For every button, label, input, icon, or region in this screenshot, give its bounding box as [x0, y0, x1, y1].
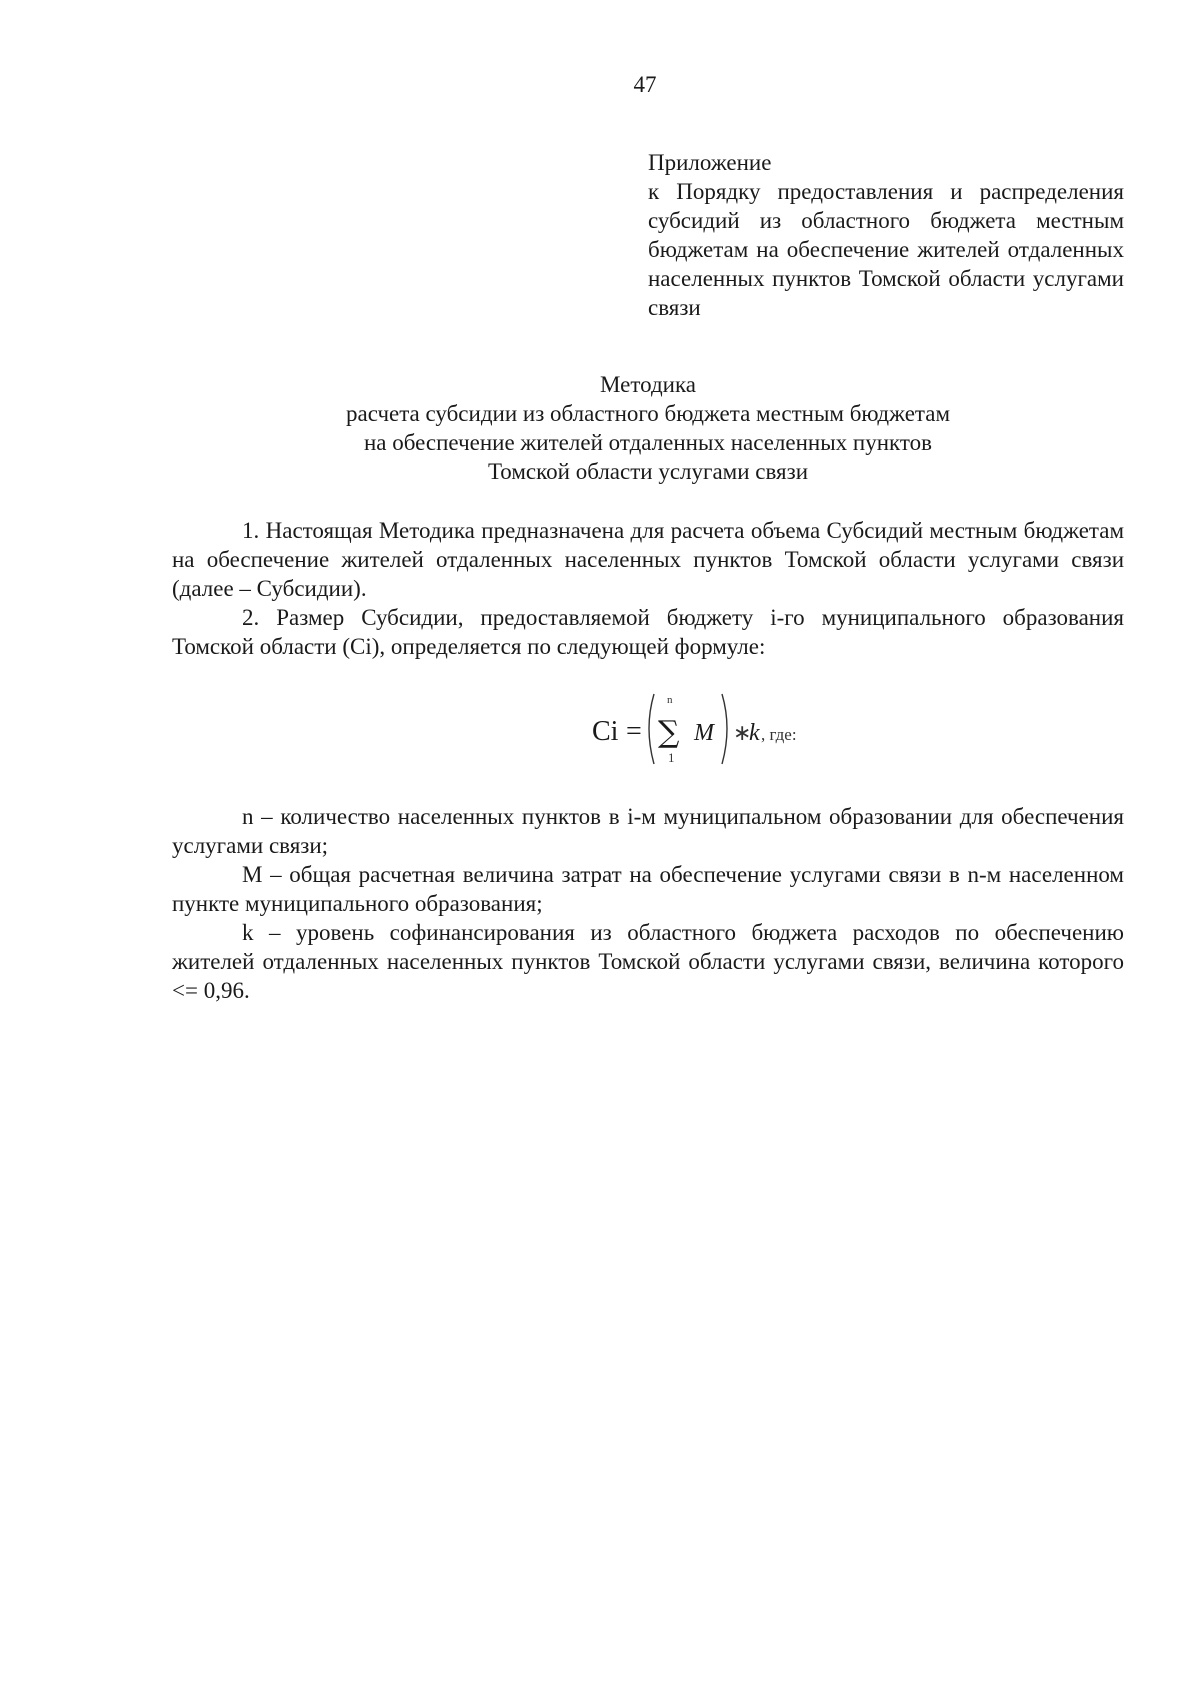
appendix-text: к Порядку предоставления и распределения субсидий из областного бюджета местным бюджетам на обеспечение жителей отдаленных населенных пунктов Томской области услугами связи — [648, 179, 1124, 320]
body-section-definitions — [172, 802, 1124, 1005]
left-paren — [649, 694, 654, 764]
page-number: 47 — [633, 72, 657, 97]
sum-upper-limit: n — [667, 694, 673, 706]
appendix-title: Приложение — [648, 150, 772, 175]
formula-svg — [592, 690, 892, 770]
formula-equals: = — [626, 716, 642, 747]
appendix-block — [648, 148, 1124, 322]
formula-suffix: , где: — [761, 725, 797, 744]
definition-m: M – общая расчетная величина затрат на обеспечение услугами связи в n-м населенном пункте муниципального образования; — [172, 862, 1124, 916]
multiply-icon: ∗ — [733, 720, 752, 745]
formula-lhs: Ci — [592, 716, 619, 747]
formula — [592, 690, 892, 770]
methodology-subtitle-line: на обеспечение жителей отдаленных населенных пунктов — [363, 430, 933, 455]
methodology-subtitle-line: расчета субсидии из областного бюджета местным бюджетам — [345, 401, 951, 426]
definition-n: n – количество населенных пунктов в i-м муниципальном образовании для обеспечения услугами связи; — [172, 804, 1124, 858]
methodology-title: Методика — [600, 372, 696, 397]
formula-term: M — [694, 720, 714, 746]
body-section-intro — [172, 516, 1124, 661]
methodology-title-block — [172, 370, 1124, 486]
paragraph-1: 1. Настоящая Методика предназначена для расчета объема Субсидий местным бюджетам на обеспечение жителей отдаленных населенных пунктов Томской области услугами связи (далее – Субсидии). — [172, 518, 1124, 601]
definition-k: k – уровень софинансирования из областного бюджета расходов по обеспечению жителей отдаленных населенных пунктов Томской области услугами связи, величина которого <= 0,96. — [172, 920, 1124, 1003]
formula-multiplier: k — [749, 720, 760, 746]
methodology-subtitle-line: Томской области услугами связи — [487, 459, 809, 484]
sum-icon: ∑ — [658, 715, 680, 750]
right-paren — [722, 694, 727, 764]
paragraph-2: 2. Размер Субсидии, предоставляемой бюджету i-го муниципального образования Томской области (Ci), определяется по следующей формуле: — [172, 605, 1124, 659]
sum-lower-limit: 1 — [668, 750, 675, 765]
